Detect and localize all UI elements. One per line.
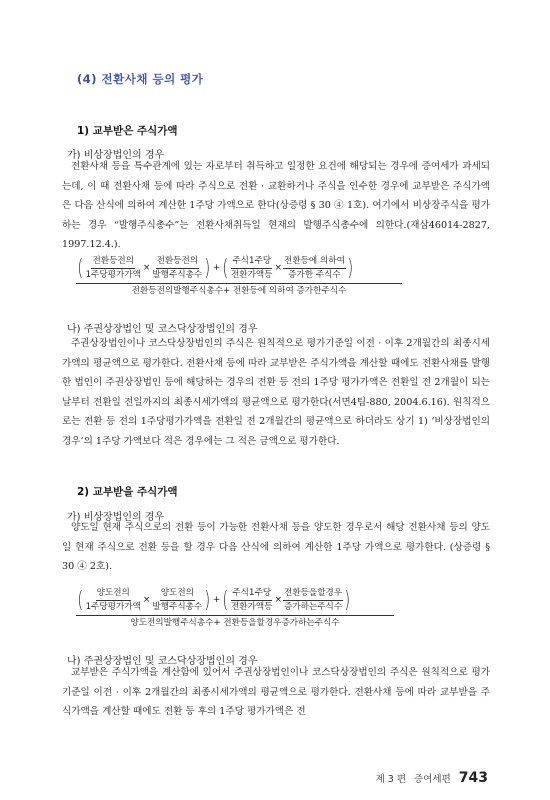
- formula-2-term-3-den: 전환가액등: [230, 602, 273, 612]
- formula-1-times-2: ×: [274, 263, 283, 273]
- formula-1-term-3: [230, 256, 274, 281]
- subsubsection-heading-1b: 나) 주권상장법인 및 코스닥상장법인의 경우: [67, 324, 258, 335]
- formula-1-term-2-den: 발행주식총수: [152, 270, 203, 280]
- paragraph-1b: 주권상장법인이나 코스닥상장법인의 주식은 원칙적으로 평가기준일 이전 · 이후 2개월간의 최종시세가액의 평균액으로 평가한다. 전환사채 등에 따라 교부받은 주식가액을 계산할 때에도 전환사채를 발행한 법인이 주권상장법인 등에 해당하는 경우의 전환 등 전의 1주당 평가가액은 전환일 전 2개월이 되는 날부터 전환일 전일까지의 최종시세가액의 평균액으로 평가한다(서면4팀-880, 2004.6.16). 원칙적으로는 전환 등 전의 1주당평가가액을 전환일 전 2개월간의 평균액으로 하더라도 상기 1) ‘비상장법인의 경우’의 1주당 가액보다 적은 경우에는 그 적은 금액으로 평가한다.: [62, 338, 490, 447]
- formula-1-paren-close-2: ): [347, 255, 354, 281]
- formula-2-plus: +: [212, 595, 221, 605]
- formula-1-term-1-num: 전환등전의: [91, 256, 135, 269]
- subsection-heading-2: 2) 교부받을 주식가액: [77, 486, 178, 498]
- formula-1-denominator: 전환등전의발행주식총수+ 전환등에 의하여 증가한주식수: [131, 286, 347, 296]
- formula-1-plus: +: [212, 263, 221, 273]
- subsection-heading-1: 1) 교부받은 주식가액: [77, 125, 178, 137]
- section-title: (4) 전환사채 등의 평가: [77, 72, 204, 86]
- formula-2: [76, 588, 394, 629]
- formula-2-paren-open-2: (: [222, 587, 229, 613]
- paragraph-2b: 교부받은 주식가액을 계산함에 있어서 주권상장법인이나 코스닥상장법인의 주식은 원칙적으로 평가기준일 이전 · 이후 2개월간의 최종시세가액의 평균액으로 평가한다. 전환사채 등에 따라 교부받을 주식가액을 계산할 때에도 전환 등 후의 1주당 평가가액은 전: [62, 667, 490, 717]
- formula-1-term-4-num: 전환등에 의하여: [283, 256, 346, 269]
- formula-2-term-3-num: 주식1주당: [231, 588, 272, 601]
- formula-2-term-2-num: 양도전의: [160, 588, 195, 601]
- formula-1-paren-close-1: ): [204, 255, 211, 281]
- footer-part: 제 3 편: [375, 774, 407, 785]
- formula-2-numerator: [76, 588, 394, 613]
- formula-1-term-3-den: 전환가액등: [230, 270, 273, 280]
- formula-1-term-2: [151, 256, 203, 281]
- formula-2-paren-close-2: ): [344, 587, 351, 613]
- formula-2-term-2: [151, 588, 203, 613]
- formula-2-term-4: [283, 588, 343, 613]
- formula-2-term-1-den: 1주당평가가액: [85, 602, 141, 612]
- formula-1-term-3-num: 주식1주당: [231, 256, 272, 269]
- formula-1-term-2-num: 전환등전의: [156, 256, 200, 269]
- formula-1: [76, 256, 402, 297]
- subsubsection-heading-2b: 나) 주권상장법인 및 코스닥상장법인의 경우: [67, 656, 258, 667]
- formula-1-paren-open-2: (: [222, 255, 229, 281]
- formula-2-paren-close-1: ): [204, 587, 211, 613]
- subsubsection-heading-2a: 가) 비상장법인의 경우: [67, 512, 165, 523]
- footer-title: 증여세편: [414, 774, 451, 785]
- formula-2-term-1-num: 양도전의: [96, 588, 131, 601]
- formula-1-times-1: ×: [142, 263, 151, 273]
- formula-2-denominator: 양도전의발행주식총수+ 전환등을할경우증가하는주식수: [130, 618, 340, 628]
- formula-2-term-3: [230, 588, 274, 613]
- formula-1-numerator: [76, 256, 402, 281]
- formula-2-times-2: ×: [274, 595, 283, 605]
- paragraph-1a: 전환사채 등을 특수관계에 있는 자로부터 취득하고 일정한 요건에 해당되는 경우에 증여세가 과세되는데, 이 때 전환사채 등에 따라 주식으로 전환 · 교환하거나 주식을 인수한 경우에 교부받은 주식가액은 다음 산식에 의하여 계산한 1주당 가액으로 한다(상증령 § 30 ④ 1호). 여기에서 비상장주식을 평가하는 경우 “발행주식총수”는 전환사채취득일 현재의 발행주식총수에 의한다.(재삼46014-2827, 1997.12.4.).: [62, 161, 490, 250]
- paragraph-2a: 양도일 현재 주식으로의 전환 등이 가능한 전환사채 등을 양도한 경우로서 해당 전환사채 등의 양도일 현재 주식으로 전환 등을 할 경우 다음 산식에 의하여 계산한 1주당 가액으로 평가한다. (상증령 § 30 ④ 2호).: [62, 522, 490, 572]
- formula-1-term-4: [283, 256, 346, 281]
- formula-2-term-2-den: 발행주식총수: [152, 602, 203, 612]
- formula-1-term-4-den: 증가한 주식수: [288, 270, 341, 280]
- formula-2-term-4-den: 증가하는주식수: [284, 602, 343, 612]
- formula-1-term-1-den: 1주당평가가액: [85, 270, 141, 280]
- formula-1-term-1: [85, 256, 142, 281]
- page-footer: [376, 770, 488, 786]
- page-number: 743: [458, 770, 488, 786]
- formula-2-times-1: ×: [142, 595, 151, 605]
- formula-1-paren-open-1: (: [77, 255, 84, 281]
- subsubsection-heading-1a: 가) 비상장법인의 경우: [67, 150, 165, 161]
- formula-2-term-1: [85, 588, 142, 613]
- formula-2-term-4-num: 전환등을할경우: [283, 588, 343, 601]
- formula-2-paren-open-1: (: [77, 587, 84, 613]
